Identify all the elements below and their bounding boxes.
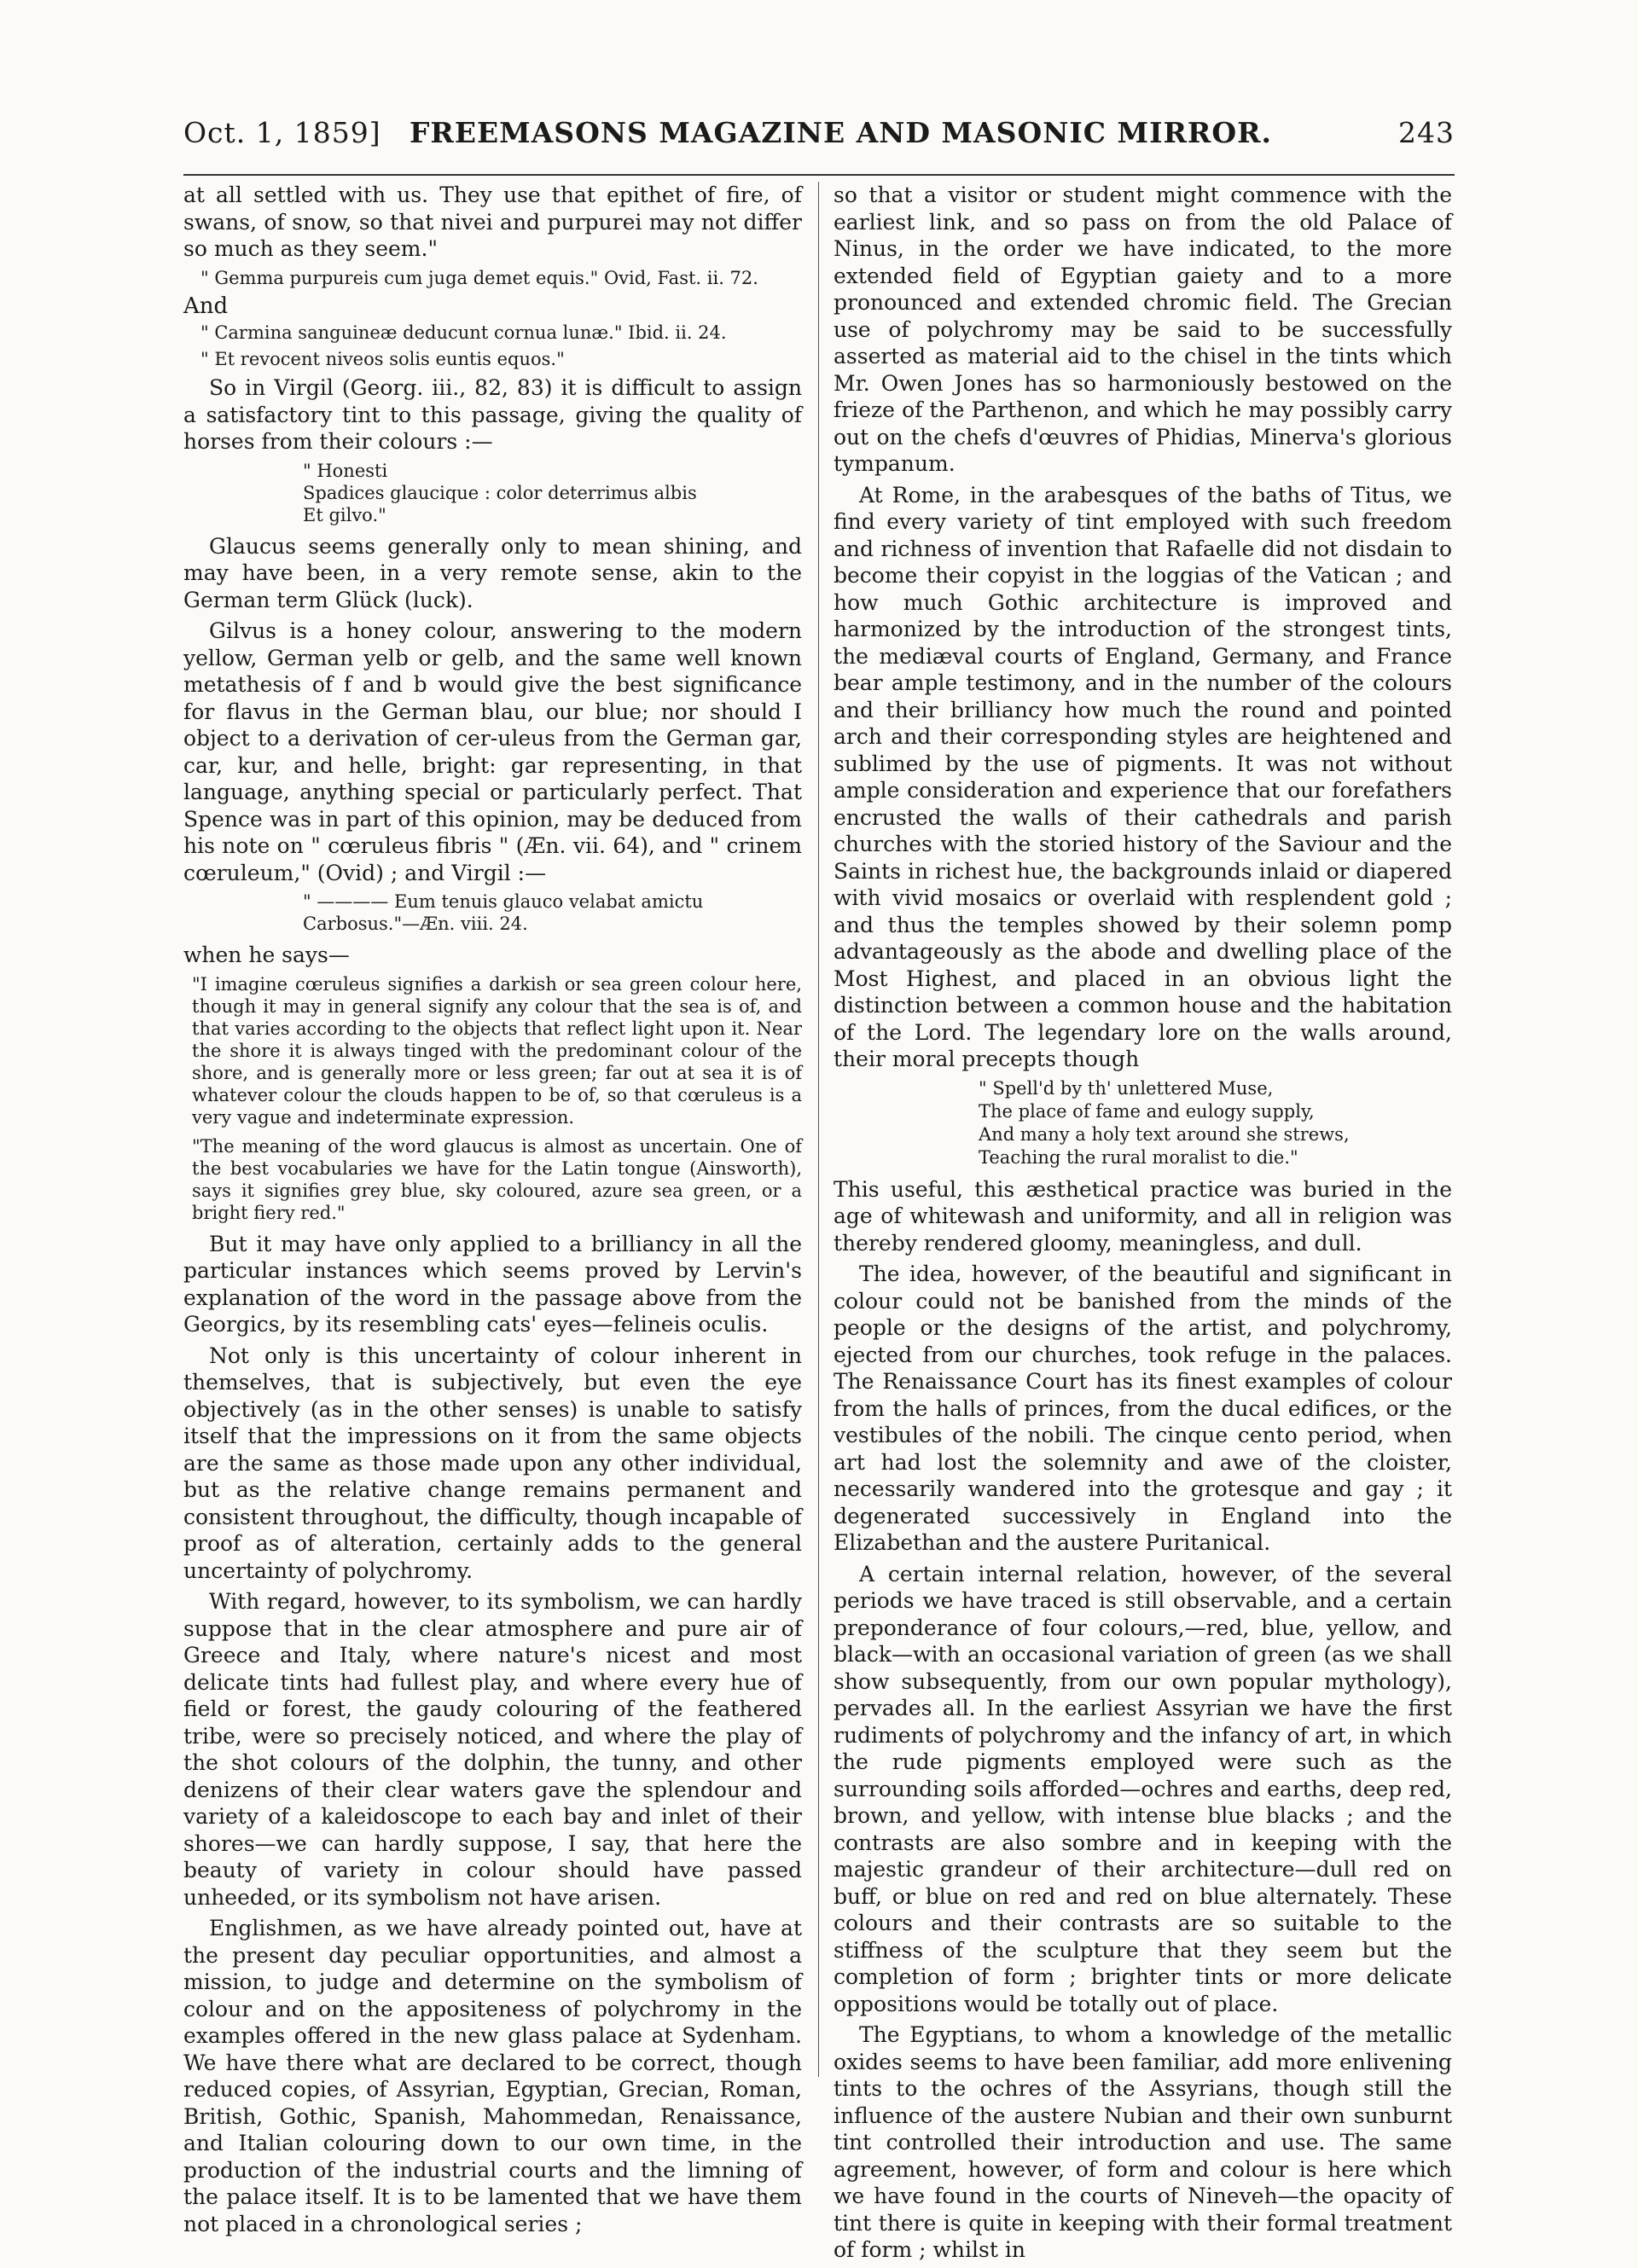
paragraph: At Rome, in the arabesques of the baths of Titus, we find every variety of tint employed with such freedom and richness of invention that Rafaelle did not disdain to become their copyist in the loggias of the Vatican ; and how much Gothic architecture is improved and harmonized by the introduction of the strongest tints, the mediæval courts of England, Germany, and France bear ample testimony, and in the number of the colours and their brilliancy how much the round and pointed arch and their corresponding styles are heightened and sublimed by the use of pigments. It was not without ample consideration and experience that our forefathers encrusted the walls of their cathedrals and parish churches with the storied history of the Saviour and the Saints in richest hue, the backgrounds inlaid or diapered with vivid mosaics or overlaid with resplendent gold ; and thus the temples showed by their solemn pomp advantageously as the abode and dwelling place of the Most Highest, and placed in an obvious light the distinction between a common house and the habitation of the Lord. The legendary lore on the walls around, their moral precepts though	[834, 482, 1452, 1071]
paragraph: so that a visitor or student might commence with the earliest link, and so pass on from the old Palace of Ninus, in the order we have indicated, to the more extended field of Egyptian gaiety and to a more pronounced and extended chromic field. The Grecian use of polychromy may be said to be successfully asserted as material aid to the chisel in the tints which Mr. Owen Jones has so harmoniously bestowed on the frieze of the Parthenon, and which he may possibly carry out on the chefs d'œuvres of Phidias, Minerva's glorious tympanum.	[834, 183, 1452, 476]
paragraph: The idea, however, of the beautiful and significant in colour could not be banished from the minds of the people or the designs of the artist, and polychromy, ejected from our churches, took refuge in the palaces. The Renaissance Court has its finest examples of colour from the halls of princes, from the ducal edifices, or the vestibules of the nobili. The cinque cento period, when art had lost the solemnity and awe of the cloister, necessarily wandered into the grotesque and gay ; it degenerated successively in England into the Elizabethan and the austere Puritanical.	[834, 1262, 1452, 1555]
page-header	[183, 116, 1455, 167]
right-column	[834, 182, 1452, 2268]
column-divider	[818, 182, 819, 2077]
paragraph: But it may have only applied to a brilliancy in all the particular instances which seems proved by Lervin's explanation of the word in the passage above from the Georgics, by its resembling cats' eyes—felineis oculis.	[183, 1231, 802, 1337]
left-column	[183, 182, 802, 2242]
magazine-title: FREEMASONS MAGAZINE AND MASONIC MIRROR.	[410, 116, 1273, 149]
paragraph: Not only is this uncertainty of colour inherent in themselves, that is subjectively, but even the eye objectively (as in the other senses) is unable to satisfy itself that the impressions on it from the same objects are the same as those made upon any other individual, but as the relative change remains permanent and consistent throughout, the difficulty, though incapable of proof as of alteration, certainly adds to the general uncertainty of polychromy.	[183, 1343, 802, 1583]
page-number: 243	[1398, 116, 1455, 149]
latin-quote: " Honesti Spadices glaucique : color deterrimus albis Et gilvo."	[303, 460, 697, 525]
paragraph: Gilvus is a honey colour, answering to the modern yellow, German yelb or gelb, and the same well known metathesis of f and b would give the best significance for flavus in the German blau, our blue; nor should I object to a derivation of cer-uleus from the German gar, car, kur, and helle, bright: gar representing, in that language, anything special or particularly perfect. That Spence was in part of this opinion, may be deduced from his note on " cœruleus fibris " (Æn. vii. 64), and " crinem cœruleum," (Ovid) ; and Virgil :—	[183, 618, 802, 885]
latin-quote: " ———— Eum tenuis glauco velabat amictu Carbosus."—Æn. viii. 24.	[303, 891, 704, 934]
issue-date: Oct. 1, 1859]	[183, 116, 381, 149]
paragraph: With regard, however, to its symbolism, we can hardly suppose that in the clear atmosphere and pure air of Greece and Italy, where nature's nicest and most delicate tints had fullest play, and where every hue of field or forest, the gaudy colouring of the feathered tribe, were so precisely noticed, and where the play of the shot colours of the dolphin, the tunny, and other denizens of their clear waters gave the splendour and variety of a kaleidoscope to each bay and inlet of their shores—we can hardly suppose, I say, that here the beauty of variety in colour should have passed unheeded, or its symbolism not have arisen.	[183, 1589, 802, 1910]
block-quote: "I imagine cœruleus signifies a darkish or sea green colour here, though it may in general signify any colour that the sea is of, and that varies according to the objects that reflect light upon it. Near the shore it is always tinged with the predominant colour of the shore, and is generally more or less green; far out at sea it is of whatever colour the clouds happen to be of, so that cœruleus is a very vague and indeterminate expression.	[192, 973, 802, 1128]
paragraph: Glaucus seems generally only to mean shining, and may have been, in a very remote sense, akin to the German term Glück (luck).	[183, 533, 802, 612]
paragraph: So in Virgil (Georg. iii., 82, 83) it is difficult to assign a satisfactory tint to this passage, giving the quality of horses from their colours :—	[183, 375, 802, 454]
paragraph: A certain internal relation, however, of the several periods we have traced is still observable, and a certain preponderance of four colours,—red, blue, yellow, and black—with an occasional variation of green (as we shall show subsequently, from our own popular mythology), pervades all. In the earliest Assyrian we have the first rudiments of polychromy and the infancy of art, in which the rude pigments employed were such as the surrounding soils afforded—ochres and earths, deep red, brown, and yellow, with intense blue blacks ; and the contrasts are also sombre and in keeping with the majestic grandeur of their architecture—dull red on buff, or blue on red and red on blue alternately. These colours and their contrasts are so suitable to the stiffness of the sculpture that they seem but the completion of form ; brighter tints or more delicate oppositions would be totally out of place.	[834, 1561, 1452, 2016]
paragraph: Englishmen, as we have already pointed out, have at the present day peculiar opportunities, and almost a mission, to judge and determine on the symbolism of colour and on the appositeness of polychromy in the examples offered in the new glass palace at Sydenham. We have there what are declared to be correct, though reduced copies, of Assyrian, Egyptian, Grecian, Roman, British, Gothic, Spanish, Mahommedan, Renaissance, and Italian colouring down to our own time, in the production of the industrial courts and the limning of the palace itself. It is to be lamented that we have them not placed in a chronological series ;	[183, 1916, 802, 2236]
block-quote: "The meaning of the word glaucus is almost as uncertain. One of the best vocabularies we have for the Latin tongue (Ainsworth), says it signifies grey blue, sky coloured, azure sea green, or a bright fiery red."	[192, 1135, 802, 1223]
paragraph: at all settled with us. They use that epithet of fire, of swans, of snow, so that nivei and purpurei may not differ so much as they seem."	[183, 183, 802, 261]
conjunction-line: And	[183, 293, 229, 319]
latin-quote: " Et revocent niveos solis euntis equos."	[200, 349, 565, 369]
latin-quote: " Gemma purpureis cum juga demet equis." Ovid, Fast. ii. 72.	[200, 267, 758, 288]
header-rule	[183, 174, 1455, 176]
latin-quote: " Carmina sanguineæ deducunt cornua lunæ." Ibid. ii. 24.	[200, 322, 727, 343]
paragraph: The Egyptians, to whom a knowledge of the metallic oxides seems to have been familiar, add more enlivening tints to the ochres of the Assyrians, though still the influence of the austere Nubian and their own sunburnt tint controlled their introduction and use. The same agreement, however, of form and colour is here which we have found in the courts of Nineveh—the opacity of tint there is quite in keeping with their formal treatment of form ; whilst in	[834, 2022, 1452, 2262]
verse-quote: " Spell'd by th' unlettered Muse, The place of fame and eulogy supply, And many a holy text around she strews, Teaching the rural moralist to die."	[979, 1077, 1350, 1168]
paragraph: when he says—	[183, 943, 350, 967]
paragraph: This useful, this æsthetical practice was buried in the age of whitewash and uniformity, and all in religion was thereby rendered gloomy, meaningless, and dull.	[834, 1176, 1452, 1256]
